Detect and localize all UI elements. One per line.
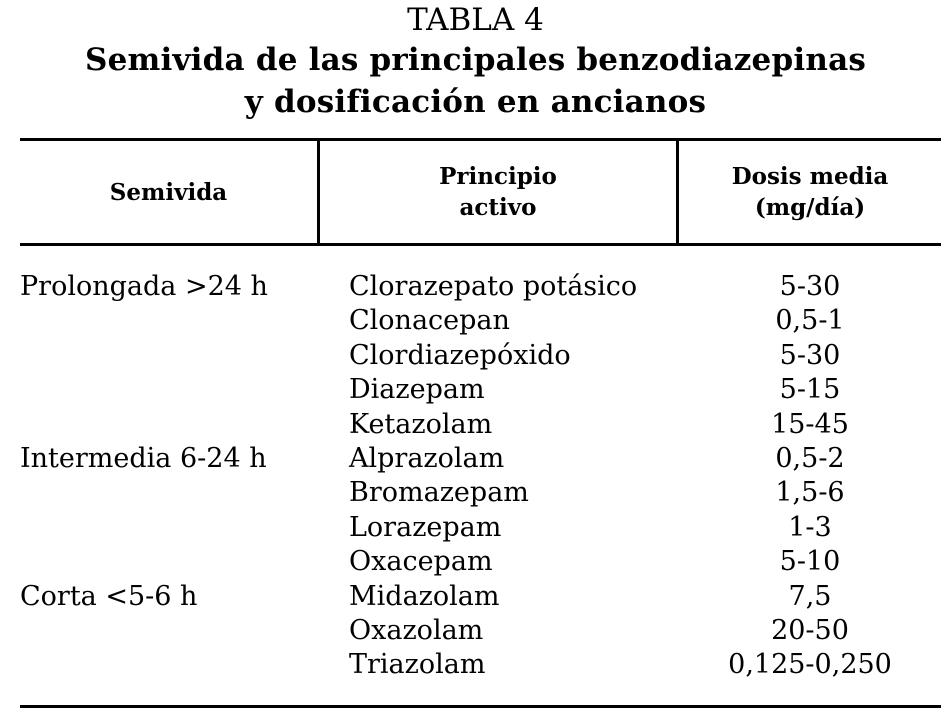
table-row: [0, 304, 951, 338]
cell-principio-activo: Lorazepam: [349, 511, 502, 543]
header-bottom-rule: [20, 243, 941, 246]
table-label: TABLA 4: [407, 2, 544, 38]
cell-dosis-media: 1-3: [788, 511, 832, 543]
cell-principio-activo: Alprazolam: [349, 442, 505, 474]
cell-dosis-media: 15-45: [771, 408, 849, 440]
cell-dosis-media: 5-10: [779, 546, 841, 578]
table-row: [0, 476, 951, 510]
cell-dosis-media: 0,125-0,250: [728, 649, 892, 681]
table-row: [0, 408, 951, 442]
cell-dosis-media: 7,5: [788, 580, 832, 612]
cell-principio-activo: Clonacepan: [349, 305, 510, 337]
cell-dosis-media: 5-30: [779, 271, 841, 302]
cell-semivida: Corta <5-6 h: [20, 580, 198, 612]
header-principio-activo: Principio activo: [439, 163, 557, 221]
cell-principio-activo: Clorazepato potásico: [349, 271, 638, 302]
cell-dosis-media: 5-15: [779, 374, 841, 406]
table-title-line-1: Semivida de las principales benzodiazepinas: [84, 42, 867, 78]
cell-principio-activo: Clordiazepóxido: [349, 339, 571, 371]
table-title-line-2: y dosificación en ancianos: [244, 84, 707, 120]
header-dosis-media: Dosis media (mg/día): [731, 163, 889, 221]
cell-dosis-media: 20-50: [771, 614, 849, 646]
table-row: [0, 545, 951, 579]
cell-principio-activo: Bromazepam: [349, 477, 529, 509]
header-semivida: Semivida: [109, 178, 228, 206]
table-row: [0, 580, 951, 614]
table-row: [0, 373, 951, 407]
cell-semivida: Intermedia 6-24 h: [20, 442, 267, 474]
cell-dosis-media: 1,5-6: [775, 477, 845, 509]
cell-principio-activo: Midazolam: [349, 580, 500, 612]
cell-principio-activo: Oxazolam: [349, 614, 484, 646]
cell-principio-activo: Ketazolam: [349, 408, 493, 440]
table-row: [0, 648, 951, 682]
cell-dosis-media: 0,5-2: [775, 442, 845, 474]
table-row: [0, 614, 951, 648]
table-bottom-rule: [20, 705, 941, 708]
table-row: [0, 511, 951, 545]
cell-principio-activo: Triazolam: [349, 649, 486, 681]
table-row: [0, 270, 951, 304]
cell-principio-activo: Diazepam: [349, 374, 485, 406]
table-row: [0, 442, 951, 476]
cell-dosis-media: 0,5-1: [775, 305, 845, 337]
cell-semivida: Prolongada >24 h: [20, 271, 268, 302]
table-row: [0, 339, 951, 373]
cell-principio-activo: Oxacepam: [349, 546, 493, 578]
cell-dosis-media: 5-30: [779, 339, 841, 371]
table-body: [0, 270, 951, 683]
